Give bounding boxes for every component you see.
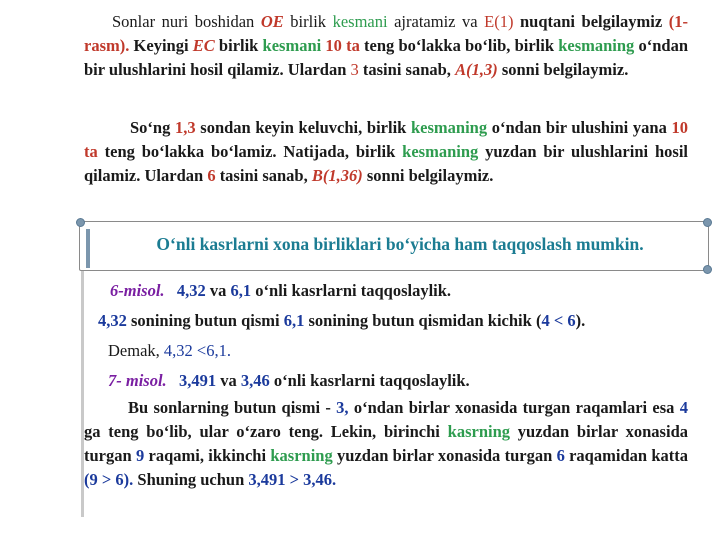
example-label: 6-misol. <box>110 281 165 300</box>
term-kesmaning: kesmaning <box>402 142 479 161</box>
text: tasini sanab, <box>358 60 456 79</box>
text: sondan keyin keluvchi, birlik <box>195 118 411 137</box>
text: birlik <box>283 12 333 31</box>
text: raqamidan katta <box>564 446 689 465</box>
result-expression: 4,32 <6,1. <box>163 341 231 360</box>
callout-accent-stripe <box>86 229 90 268</box>
text: ). <box>575 311 586 330</box>
comparison-line <box>98 309 585 333</box>
text: o‘ndan bir ulushlarini hosil qilamiz. Ulardan <box>84 36 689 79</box>
text: o‘nli kasrlarni taqqoslaylik. <box>269 371 470 390</box>
number-6: 6 <box>207 166 216 185</box>
callout-title: O‘nli kasrlarni xona birliklari bo‘yicha ham taqqoslash mumkin. <box>156 234 644 254</box>
text: va <box>205 281 231 300</box>
paragraph-hundredths <box>84 116 688 188</box>
number-10: 10 ta <box>325 36 360 55</box>
text: va <box>216 371 241 390</box>
text: raqami, ikkinchi <box>144 446 271 465</box>
number-4: 4 <box>679 398 688 417</box>
text: teng bo‘lakka bo‘lib, birlik <box>359 36 559 55</box>
conclusion-line <box>108 339 231 363</box>
segment-ec: EC <box>192 36 215 55</box>
text: Shuning uchun <box>133 470 249 489</box>
paragraph-example-7 <box>84 396 688 492</box>
comparison-expression: (9 > 6). <box>84 470 134 489</box>
text: yuzdan birlar xonasida turgan <box>332 446 557 465</box>
text: o‘ndan birlar xonasida turgan raqamlari esa <box>348 398 680 417</box>
number-3: 3 <box>350 60 359 79</box>
corner-dot-icon <box>76 218 85 227</box>
text: o‘ndan bir ulushini yana <box>487 118 672 137</box>
text: yuzdan bir ulushlarini hosil qilamiz. Ulardan <box>84 142 688 185</box>
number-6-1: 6,1 <box>230 281 252 300</box>
segment-oe: OE <box>260 12 284 31</box>
term-kesmaning: kesmaning <box>411 118 488 137</box>
point-e1: E(1) <box>484 12 514 31</box>
text: sonni belgilaymiz. <box>362 166 494 185</box>
text: sonining butun qismi <box>126 311 284 330</box>
text: Keyingi <box>129 36 193 55</box>
text: ga teng bo‘lib, ular o‘zaro teng. Lekin, birinchi <box>84 422 448 441</box>
point-b136: B(1,36) <box>311 166 363 185</box>
number-9: 9 <box>135 446 145 465</box>
figure-ref: (1- rasm). <box>84 12 688 55</box>
term-kesmani: kesmani <box>262 36 322 55</box>
result-expression: 3,491 > 3,46. <box>248 470 337 489</box>
text: birlik <box>214 36 263 55</box>
callout-box <box>79 221 709 271</box>
number-3-46: 3,46 <box>240 371 270 390</box>
term-kesmaning: kesmaning <box>558 36 635 55</box>
text: Demak, <box>108 341 164 360</box>
number-3-491: 3,491 <box>179 371 217 390</box>
corner-dot-icon <box>703 218 712 227</box>
text: tasini sanab, <box>215 166 312 185</box>
text: ajratamiz va <box>387 12 485 31</box>
text: So‘ng <box>130 118 175 137</box>
text: Sonlar nuri boshidan <box>112 12 261 31</box>
number-3: 3, <box>336 398 349 417</box>
number-6: 6 <box>556 446 565 465</box>
example-6-line <box>110 279 451 303</box>
text: o‘nli kasrlarni taqqoslaylik. <box>251 281 452 300</box>
text: sonni belgilaymiz. <box>497 60 629 79</box>
corner-dot-icon <box>703 265 712 274</box>
number-1-3: 1,3 <box>175 118 196 137</box>
text: Bu sonlarning butun qismi - <box>128 398 337 417</box>
number-6-1: 6,1 <box>283 311 305 330</box>
example-7-line <box>108 369 470 393</box>
term-kasrning: kasrning <box>447 422 511 441</box>
term-kesmani: kesmani <box>332 12 388 31</box>
point-a13: A(1,3) <box>455 60 498 79</box>
text: yuzdan birlar xonasida turgan <box>84 422 688 465</box>
text: ( <box>535 311 542 330</box>
text: teng bo‘lakka bo‘lamiz. Natijada, birlik <box>97 142 403 161</box>
number-4-32: 4,32 <box>98 311 127 330</box>
text: sonining butun qismidan kichik <box>304 311 536 330</box>
number-4-32: 4,32 <box>176 281 206 300</box>
example-label: 7- misol. <box>108 371 167 390</box>
term-kasrning: kasrning <box>270 446 333 465</box>
number-10: 10 ta <box>84 118 688 161</box>
comparison-expression: 4 < 6 <box>541 311 576 330</box>
paragraph-number-line <box>84 10 688 82</box>
text: nuqtani belgilaymiz <box>513 12 669 31</box>
